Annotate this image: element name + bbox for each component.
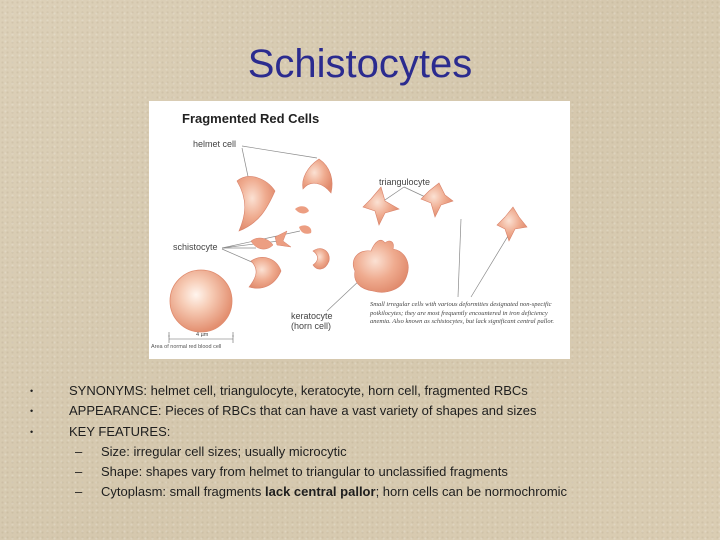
scale-caption: Area of normal red blood cell [151,344,222,350]
cytoplasm-text-emphasis: lack central pallor [265,484,376,500]
helmet-fragment [295,206,309,213]
bullet-text: KEY FEATURES: [69,423,171,439]
cytoplasm-text-end: ; horn cells can be normochromic [375,484,568,500]
keratocyte-cell [353,240,408,292]
figure-title: Fragmented Red Cells [182,111,320,126]
helmet-cell-top [303,159,332,193]
normal-red-cell [170,270,232,332]
bullet-text: SYNONYMS: helmet cell, triangulocyte, keratocyte, horn cell, fragmented RBCs [69,383,528,398]
label-keratocyte: keratocyte [291,311,333,321]
label-schistocyte: schistocyte [173,242,218,252]
figure-caption: Small irregular cells with various deformities designated non-specific poikilocytes; they are most frequently encountered in iron deficiency anemia. Also known as schistocytes, but lack significant central pallor. [370,301,555,325]
slide-title: Schistocytes [247,42,473,86]
sub-bullet-marker: – [75,464,83,480]
fragmented-cells-figure [149,101,570,359]
sub-bullet-shape [30,462,700,482]
triangulocyte-1 [363,187,399,225]
label-triangulocyte: triangulocyte [379,177,431,187]
triangulocyte-2 [421,183,453,217]
schistocyte-5 [313,249,329,269]
bullet-marker: • [30,426,34,437]
label-horn-cell: (horn cell) [291,321,332,331]
schistocyte-4 [249,257,281,288]
schistocyte-1 [251,238,273,249]
key-points-list [30,381,700,503]
sub-bullet-marker: – [75,484,83,500]
schistocyte-3 [299,225,311,233]
bullet-marker: • [30,406,34,417]
bullet-synonyms [30,381,700,401]
bullet-key-features [30,422,700,442]
bullet-text: APPEARANCE: Pieces of RBCs that can have a vast variety of shapes and sizes [69,403,537,419]
sub-bullet-marker: – [75,443,83,459]
bullet-appearance [30,401,700,421]
sub-bullet-text: Shape: shapes vary from helmet to triangular to unclassified fragments [101,464,508,480]
triangulocyte-3 [497,207,527,241]
sub-bullet-size [30,442,700,462]
cytoplasm-text-start: Cytoplasm: small fragments [101,484,265,500]
sub-bullet-cytoplasm [30,482,700,502]
scale-bar-label: 4 µm [196,332,209,338]
sub-bullet-text [101,482,567,502]
label-helmet-cell: helmet cell [193,139,237,149]
sub-bullet-text: Size: irregular cell sizes; usually microcytic [101,443,347,459]
helmet-cell-left [237,176,275,231]
bullet-marker: • [30,386,34,396]
